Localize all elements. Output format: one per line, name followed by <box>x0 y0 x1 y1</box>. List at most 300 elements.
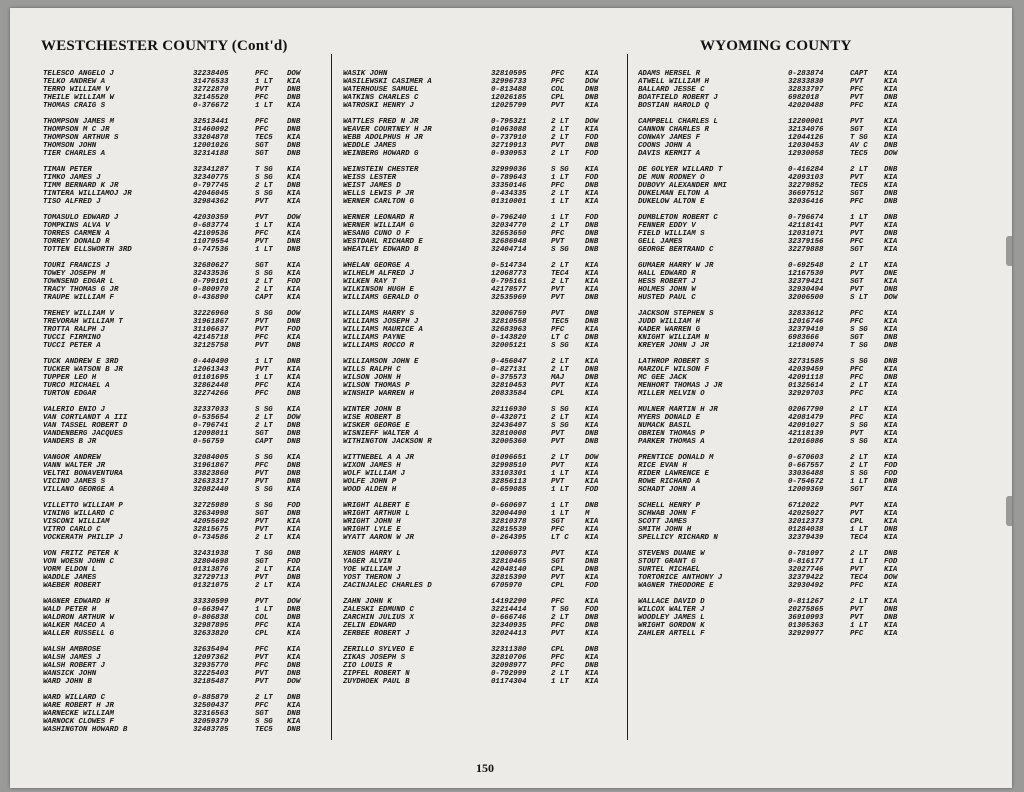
soldier-name: WADDLE JAMES <box>43 574 97 582</box>
casualty-entry <box>43 246 313 254</box>
casualty-entry <box>638 470 910 478</box>
casualty-entry <box>43 382 313 390</box>
serial-number: 32340935 <box>491 622 527 630</box>
rank: PVT <box>850 510 864 518</box>
rank: PVT <box>255 478 269 486</box>
rank: 1 LT <box>551 678 569 686</box>
rank: PFC <box>255 462 269 470</box>
status-code: DNB <box>287 670 301 678</box>
casualty-entry <box>638 262 910 270</box>
rank: PFC <box>850 310 864 318</box>
casualty-entry <box>343 422 611 430</box>
status-code: DNB <box>287 126 301 134</box>
county-header-westchester: WESTCHESTER COUNTY (Cont'd) <box>41 38 288 54</box>
status-code: KIA <box>585 70 599 78</box>
status-code: KIA <box>585 678 599 686</box>
serial-number: 32059379 <box>193 718 229 726</box>
status-code: DNB <box>884 526 898 534</box>
rank: SGT <box>850 190 864 198</box>
casualty-entry <box>43 526 313 534</box>
status-code: DNB <box>884 342 898 350</box>
soldier-name: SURTEL MICHAEL <box>638 566 701 574</box>
rank: PVT <box>255 678 269 686</box>
soldier-name: WILLIAMS PAYNE <box>343 334 406 342</box>
status-code: KIA <box>585 534 599 542</box>
serial-number: 42145718 <box>193 334 229 342</box>
rank: PFC <box>551 662 565 670</box>
rank: PFC <box>255 662 269 670</box>
rank: PVT <box>255 598 269 606</box>
casualty-entry <box>43 102 313 110</box>
rank: TEC4 <box>551 270 569 278</box>
rank: TEC5 <box>850 182 868 190</box>
soldier-name: WRIGHT JOHN H <box>343 518 401 526</box>
rank: SGT <box>850 126 864 134</box>
status-code: KIA <box>585 278 599 286</box>
soldier-name: WEINSTEIN CHESTER <box>343 166 419 174</box>
casualty-entry <box>343 534 611 542</box>
serial-number: 32379410 <box>788 326 824 334</box>
rank: PFC <box>850 198 864 206</box>
rank: PFC <box>551 598 565 606</box>
serial-number: 0-416284 <box>788 166 824 174</box>
rank: T SG <box>850 134 868 142</box>
rank: 2 LT <box>850 454 868 462</box>
rank: PFC <box>255 94 269 102</box>
serial-number: 32513441 <box>193 118 229 126</box>
serial-number: 0-56759 <box>193 438 225 446</box>
serial-number: 0-827131 <box>491 366 527 374</box>
casualty-entry <box>343 678 611 686</box>
entry-group <box>343 406 611 446</box>
soldier-name: YAGER ALVIN <box>343 558 392 566</box>
serial-number: 42091027 <box>788 422 824 430</box>
rank: 1 LT <box>850 622 868 630</box>
soldier-name: WATTLES FRED N JR <box>343 118 419 126</box>
casualty-entry <box>343 214 611 222</box>
casualty-entry <box>43 598 313 606</box>
serial-number: 42118139 <box>788 430 824 438</box>
soldier-name: WAGNER THEODORE E <box>638 582 714 590</box>
rank: SGT <box>255 430 269 438</box>
soldier-name: JACKSON STEPHEN S <box>638 310 714 318</box>
rank: PVT <box>255 342 269 350</box>
soldier-name: TINTERA WILLIAMOJ JR <box>43 190 132 198</box>
rank: SGT <box>255 150 269 158</box>
rank: 1 LT <box>255 102 273 110</box>
soldier-name: STEVENS DUANE W <box>638 550 705 558</box>
rank: LT C <box>551 534 569 542</box>
soldier-name: WILLIAMS JOSEPH J <box>343 318 419 326</box>
serial-number: 0-283874 <box>788 70 824 78</box>
rank: CPL <box>255 630 269 638</box>
column-divider <box>627 54 628 740</box>
status-code: FOD <box>884 462 898 470</box>
soldier-name: WILCOX WALTER J <box>638 606 705 614</box>
serial-number: 32633820 <box>193 630 229 638</box>
casualty-entry <box>638 134 910 142</box>
status-code: DNB <box>585 246 599 254</box>
entry-group <box>638 118 910 158</box>
casualty-entry <box>43 414 313 422</box>
rank: PVT <box>850 118 864 126</box>
casualty-entry <box>638 182 910 190</box>
rank: CPL <box>551 390 565 398</box>
rank: PVT <box>551 550 565 558</box>
casualty-entry <box>638 294 910 302</box>
rank: 2 LT <box>255 582 273 590</box>
entry-group <box>343 550 611 590</box>
soldier-name: HESS ROBERT J <box>638 278 696 286</box>
serial-number: 32729713 <box>193 574 229 582</box>
soldier-name: TORRES CARMEN A <box>43 230 110 238</box>
casualty-entry <box>43 670 313 678</box>
serial-number: 32683963 <box>491 326 527 334</box>
soldier-name: ROWE RICHARD A <box>638 478 701 486</box>
casualty-entry <box>638 414 910 422</box>
soldier-name: WAGNER EDWARD H <box>43 598 110 606</box>
serial-number: 32214414 <box>491 606 527 614</box>
status-code: KIA <box>287 262 301 270</box>
serial-number: 12068773 <box>491 270 527 278</box>
status-code: DNB <box>884 358 898 366</box>
status-code: DOW <box>585 118 599 126</box>
casualty-entry <box>343 454 611 462</box>
casualty-entry <box>43 710 313 718</box>
serial-number: 32680627 <box>193 262 229 270</box>
soldier-name: JUDD WILLIAM H <box>638 318 701 326</box>
soldier-name: ZACINJALEC CHARLES D <box>343 582 432 590</box>
status-code: KIA <box>884 414 898 422</box>
serial-number: 32185487 <box>193 678 229 686</box>
status-code: DNB <box>287 342 301 350</box>
soldier-name: TOTTEN ELLSWORTH 3RD <box>43 246 132 254</box>
status-code: DNB <box>287 606 301 614</box>
serial-number: 32004490 <box>491 510 527 518</box>
soldier-name: DUKELMAN ELTON A <box>638 190 709 198</box>
status-code: FOD <box>585 150 599 158</box>
soldier-name: WALSH AMBROSE <box>43 646 101 654</box>
status-code: KIA <box>585 470 599 478</box>
rank: PVT <box>551 310 565 318</box>
rank: TEC5 <box>255 134 273 142</box>
soldier-name: VORM ELDON L <box>43 566 97 574</box>
serial-number: 33204878 <box>193 134 229 142</box>
soldier-name: WALDRON ARTHUR W <box>43 614 114 622</box>
serial-number: 32500437 <box>193 702 229 710</box>
soldier-name: WEDDLE JAMES <box>343 142 397 150</box>
rank: S SG <box>850 438 868 446</box>
soldier-name: THEILE WILLIAM W <box>43 94 114 102</box>
casualty-entry <box>343 622 611 630</box>
casualty-entry <box>343 598 611 606</box>
status-code: DNB <box>287 662 301 670</box>
soldier-name: WALLER RUSSELL G <box>43 630 114 638</box>
status-code: KIA <box>287 382 301 390</box>
status-code: FOD <box>287 558 301 566</box>
rank: PVT <box>850 270 864 278</box>
rank: 2 LT <box>850 406 868 414</box>
rank: AV C <box>850 142 868 150</box>
serial-number: 01313876 <box>193 566 229 574</box>
serial-number: 01101695 <box>193 374 229 382</box>
serial-number: 32999036 <box>491 166 527 174</box>
serial-number: 32810008 <box>491 430 527 438</box>
status-code: KIA <box>884 438 898 446</box>
casualty-entry <box>638 118 910 126</box>
casualty-entry <box>43 582 313 590</box>
serial-number: 32810595 <box>491 70 527 78</box>
serial-number: 32012373 <box>788 518 824 526</box>
casualty-entry <box>638 582 910 590</box>
status-code: DNB <box>287 430 301 438</box>
status-code: KIA <box>287 454 301 462</box>
rank: 2 LT <box>850 462 868 470</box>
serial-number: 32856113 <box>491 478 527 486</box>
serial-number: 32379421 <box>788 278 824 286</box>
serial-number: 0-670603 <box>788 454 824 462</box>
serial-number: 32722870 <box>193 86 229 94</box>
casualty-entry <box>43 310 313 318</box>
serial-number: 32024413 <box>491 630 527 638</box>
casualty-entry <box>43 150 313 158</box>
rank: 1 LT <box>255 78 273 86</box>
status-code: KIA <box>585 166 599 174</box>
casualty-entry <box>638 534 910 542</box>
status-code: KIA <box>287 134 301 142</box>
soldier-name: ZARCHIN JULIUS X <box>343 614 414 622</box>
serial-number: 0-930953 <box>491 150 527 158</box>
casualty-entry <box>638 70 910 78</box>
rank: PFC <box>551 78 565 86</box>
status-code: KIA <box>585 422 599 430</box>
status-code: DNB <box>287 726 301 734</box>
soldier-name: VELTRI BONAVENTURA <box>43 470 123 478</box>
serial-number: 6705970 <box>491 582 523 590</box>
casualty-entry <box>638 190 910 198</box>
rank: 1 LT <box>850 558 868 566</box>
casualty-entry <box>43 94 313 102</box>
casualty-entry <box>343 102 611 110</box>
serial-number: 0-797745 <box>193 182 229 190</box>
rank: S SG <box>255 270 273 278</box>
entry-group <box>343 70 611 110</box>
serial-number: 0-376672 <box>193 102 229 110</box>
soldier-name: TIMM BERNARD K JR <box>43 182 119 190</box>
casualty-entry <box>343 238 611 246</box>
soldier-name: THOMSON JOHN <box>43 142 97 150</box>
serial-number: 32804698 <box>193 558 229 566</box>
serial-number: 32833830 <box>788 78 824 86</box>
soldier-name: DUKELOW ALTON E <box>638 198 705 206</box>
casualty-entry <box>43 702 313 710</box>
serial-number: 12006973 <box>491 550 527 558</box>
casualty-entry <box>343 630 611 638</box>
casualty-entry <box>43 470 313 478</box>
serial-number: 0-747536 <box>193 246 229 254</box>
status-code: KIA <box>884 406 898 414</box>
entry-group <box>43 502 313 542</box>
soldier-name: STOUT GRANT G <box>638 558 696 566</box>
rank: 1 LT <box>551 486 569 494</box>
serial-number: 0-440490 <box>193 358 229 366</box>
rank: 1 LT <box>255 222 273 230</box>
serial-number: 32984362 <box>193 198 229 206</box>
casualty-entry <box>43 214 313 222</box>
soldier-name: TUCCI FIRMINO <box>43 334 101 342</box>
rank: SGT <box>255 510 269 518</box>
casualty-entry <box>43 438 313 446</box>
status-code: DNB <box>884 190 898 198</box>
rank: PFC <box>850 238 864 246</box>
casualty-entry <box>638 78 910 86</box>
rank: TEC5 <box>850 150 868 158</box>
soldier-name: TUCK ANDREW E 3RD <box>43 358 119 366</box>
status-code: KIA <box>585 598 599 606</box>
status-code: KIA <box>585 518 599 526</box>
soldier-name: ZIKAS JOSEPH S <box>343 654 406 662</box>
soldier-name: WEIST JAMES D <box>343 182 401 190</box>
rank: LT C <box>551 334 569 342</box>
soldier-name: WILLIAMS ROCCO R <box>343 342 414 350</box>
rank: S SG <box>850 422 868 430</box>
status-code: DNB <box>884 166 898 174</box>
rank: 2 LT <box>255 566 273 574</box>
casualty-entry <box>638 502 910 510</box>
casualty-entry <box>43 222 313 230</box>
status-code: FOD <box>585 582 599 590</box>
status-code: DNB <box>585 318 599 326</box>
casualty-entry <box>43 278 313 286</box>
casualty-entry <box>43 518 313 526</box>
serial-number: 32815390 <box>491 574 527 582</box>
rank: 2 LT <box>551 278 569 286</box>
soldier-name: BOATFIELD ROBERT J <box>638 94 718 102</box>
soldier-name: VILLANO GEORGE A <box>43 486 114 494</box>
rank: PVT <box>551 286 565 294</box>
soldier-name: TOWNSEND EDGAR L <box>43 278 114 286</box>
casualty-entry <box>343 230 611 238</box>
rank: PVT <box>255 574 269 582</box>
status-code: DOW <box>884 150 898 158</box>
casualty-entry <box>343 118 611 126</box>
rank: PVT <box>255 654 269 662</box>
serial-number: 32404714 <box>491 246 527 254</box>
roster-column-3 <box>638 70 910 646</box>
serial-number: 42020488 <box>788 102 824 110</box>
serial-number: 0-800970 <box>193 286 229 294</box>
soldier-name: GELL JAMES <box>638 238 683 246</box>
soldier-name: WISE ROBERT B <box>343 414 401 422</box>
serial-number: 0-432071 <box>491 414 527 422</box>
casualty-entry <box>638 102 910 110</box>
soldier-name: CANNON CHARLES R <box>638 126 709 134</box>
soldier-name: TURCO MICHAEL A <box>43 382 110 390</box>
status-code: DNB <box>287 478 301 486</box>
casualty-entry <box>343 574 611 582</box>
casualty-entry <box>43 262 313 270</box>
casualty-entry <box>638 598 910 606</box>
status-code: FOD <box>287 502 301 510</box>
casualty-entry <box>343 366 611 374</box>
serial-number: 42178577 <box>491 286 527 294</box>
casualty-entry <box>43 342 313 350</box>
serial-number: 32930492 <box>788 582 824 590</box>
soldier-name: TREHEY WILLIAM V <box>43 310 114 318</box>
casualty-entry <box>43 190 313 198</box>
status-code: KIA <box>884 454 898 462</box>
serial-number: 12030453 <box>788 142 824 150</box>
soldier-name: WIXON JAMES H <box>343 462 401 470</box>
casualty-entry <box>638 550 910 558</box>
casualty-entry <box>343 334 611 342</box>
rank: PVT <box>255 470 269 478</box>
serial-number: 01310001 <box>491 198 527 206</box>
serial-number: 01284038 <box>788 526 824 534</box>
status-code: DNB <box>585 614 599 622</box>
status-code: FOD <box>585 214 599 222</box>
rank: S SG <box>551 422 569 430</box>
soldier-name: WRIGHT ARTHUR L <box>343 510 410 518</box>
soldier-name: VILLETTO WILLIAM P <box>43 502 123 510</box>
casualty-entry <box>43 534 313 542</box>
soldier-name: PARKER THOMAS A <box>638 438 705 446</box>
status-code: FOD <box>585 606 599 614</box>
status-code: DOW <box>287 214 301 222</box>
serial-number: 0-789643 <box>491 174 527 182</box>
rank: PFC <box>551 230 565 238</box>
soldier-name: WRIGHT LYLE E <box>343 526 401 534</box>
soldier-name: ZUYDHOEK PAUL B <box>343 678 410 686</box>
casualty-entry <box>43 270 313 278</box>
serial-number: 33103301 <box>491 470 527 478</box>
status-code: KIA <box>585 382 599 390</box>
serial-number: 32815539 <box>491 526 527 534</box>
serial-number: 33036488 <box>788 470 824 478</box>
status-code: KIA <box>884 502 898 510</box>
status-code: FOD <box>585 134 599 142</box>
soldier-name: WESANG CUNO O F <box>343 230 410 238</box>
entry-group <box>43 310 313 350</box>
casualty-entry <box>343 70 611 78</box>
soldier-name: TIMKO JAMES J <box>43 174 101 182</box>
serial-number: 31460092 <box>193 126 229 134</box>
rank: PVT <box>255 670 269 678</box>
status-code: DNB <box>287 510 301 518</box>
rank: S LT <box>850 294 868 302</box>
serial-number: 0-143820 <box>491 334 527 342</box>
soldier-name: MARZOLF WILSON F <box>638 366 709 374</box>
soldier-name: DAVIS KERMIT A <box>638 150 701 158</box>
status-code: DNB <box>884 214 898 222</box>
status-code: FOD <box>287 278 301 286</box>
status-code: DNB <box>585 662 599 670</box>
rank: PVT <box>255 198 269 206</box>
rank: 2 LT <box>551 118 569 126</box>
serial-number: 32686948 <box>491 238 527 246</box>
rank: SGT <box>255 558 269 566</box>
soldier-name: WILLIAMSON JOHN E <box>343 358 419 366</box>
casualty-entry <box>343 526 611 534</box>
rank: MAJ <box>551 374 565 382</box>
soldier-name: WILHELM ALFRED J <box>343 270 414 278</box>
serial-number: 01325614 <box>788 382 824 390</box>
entry-group <box>43 358 313 398</box>
rank: CPL <box>551 94 565 102</box>
soldier-name: THOMPSON ARTHUR S <box>43 134 119 142</box>
soldier-name: TRACY THOMAS G JR <box>43 286 119 294</box>
casualty-entry <box>343 670 611 678</box>
